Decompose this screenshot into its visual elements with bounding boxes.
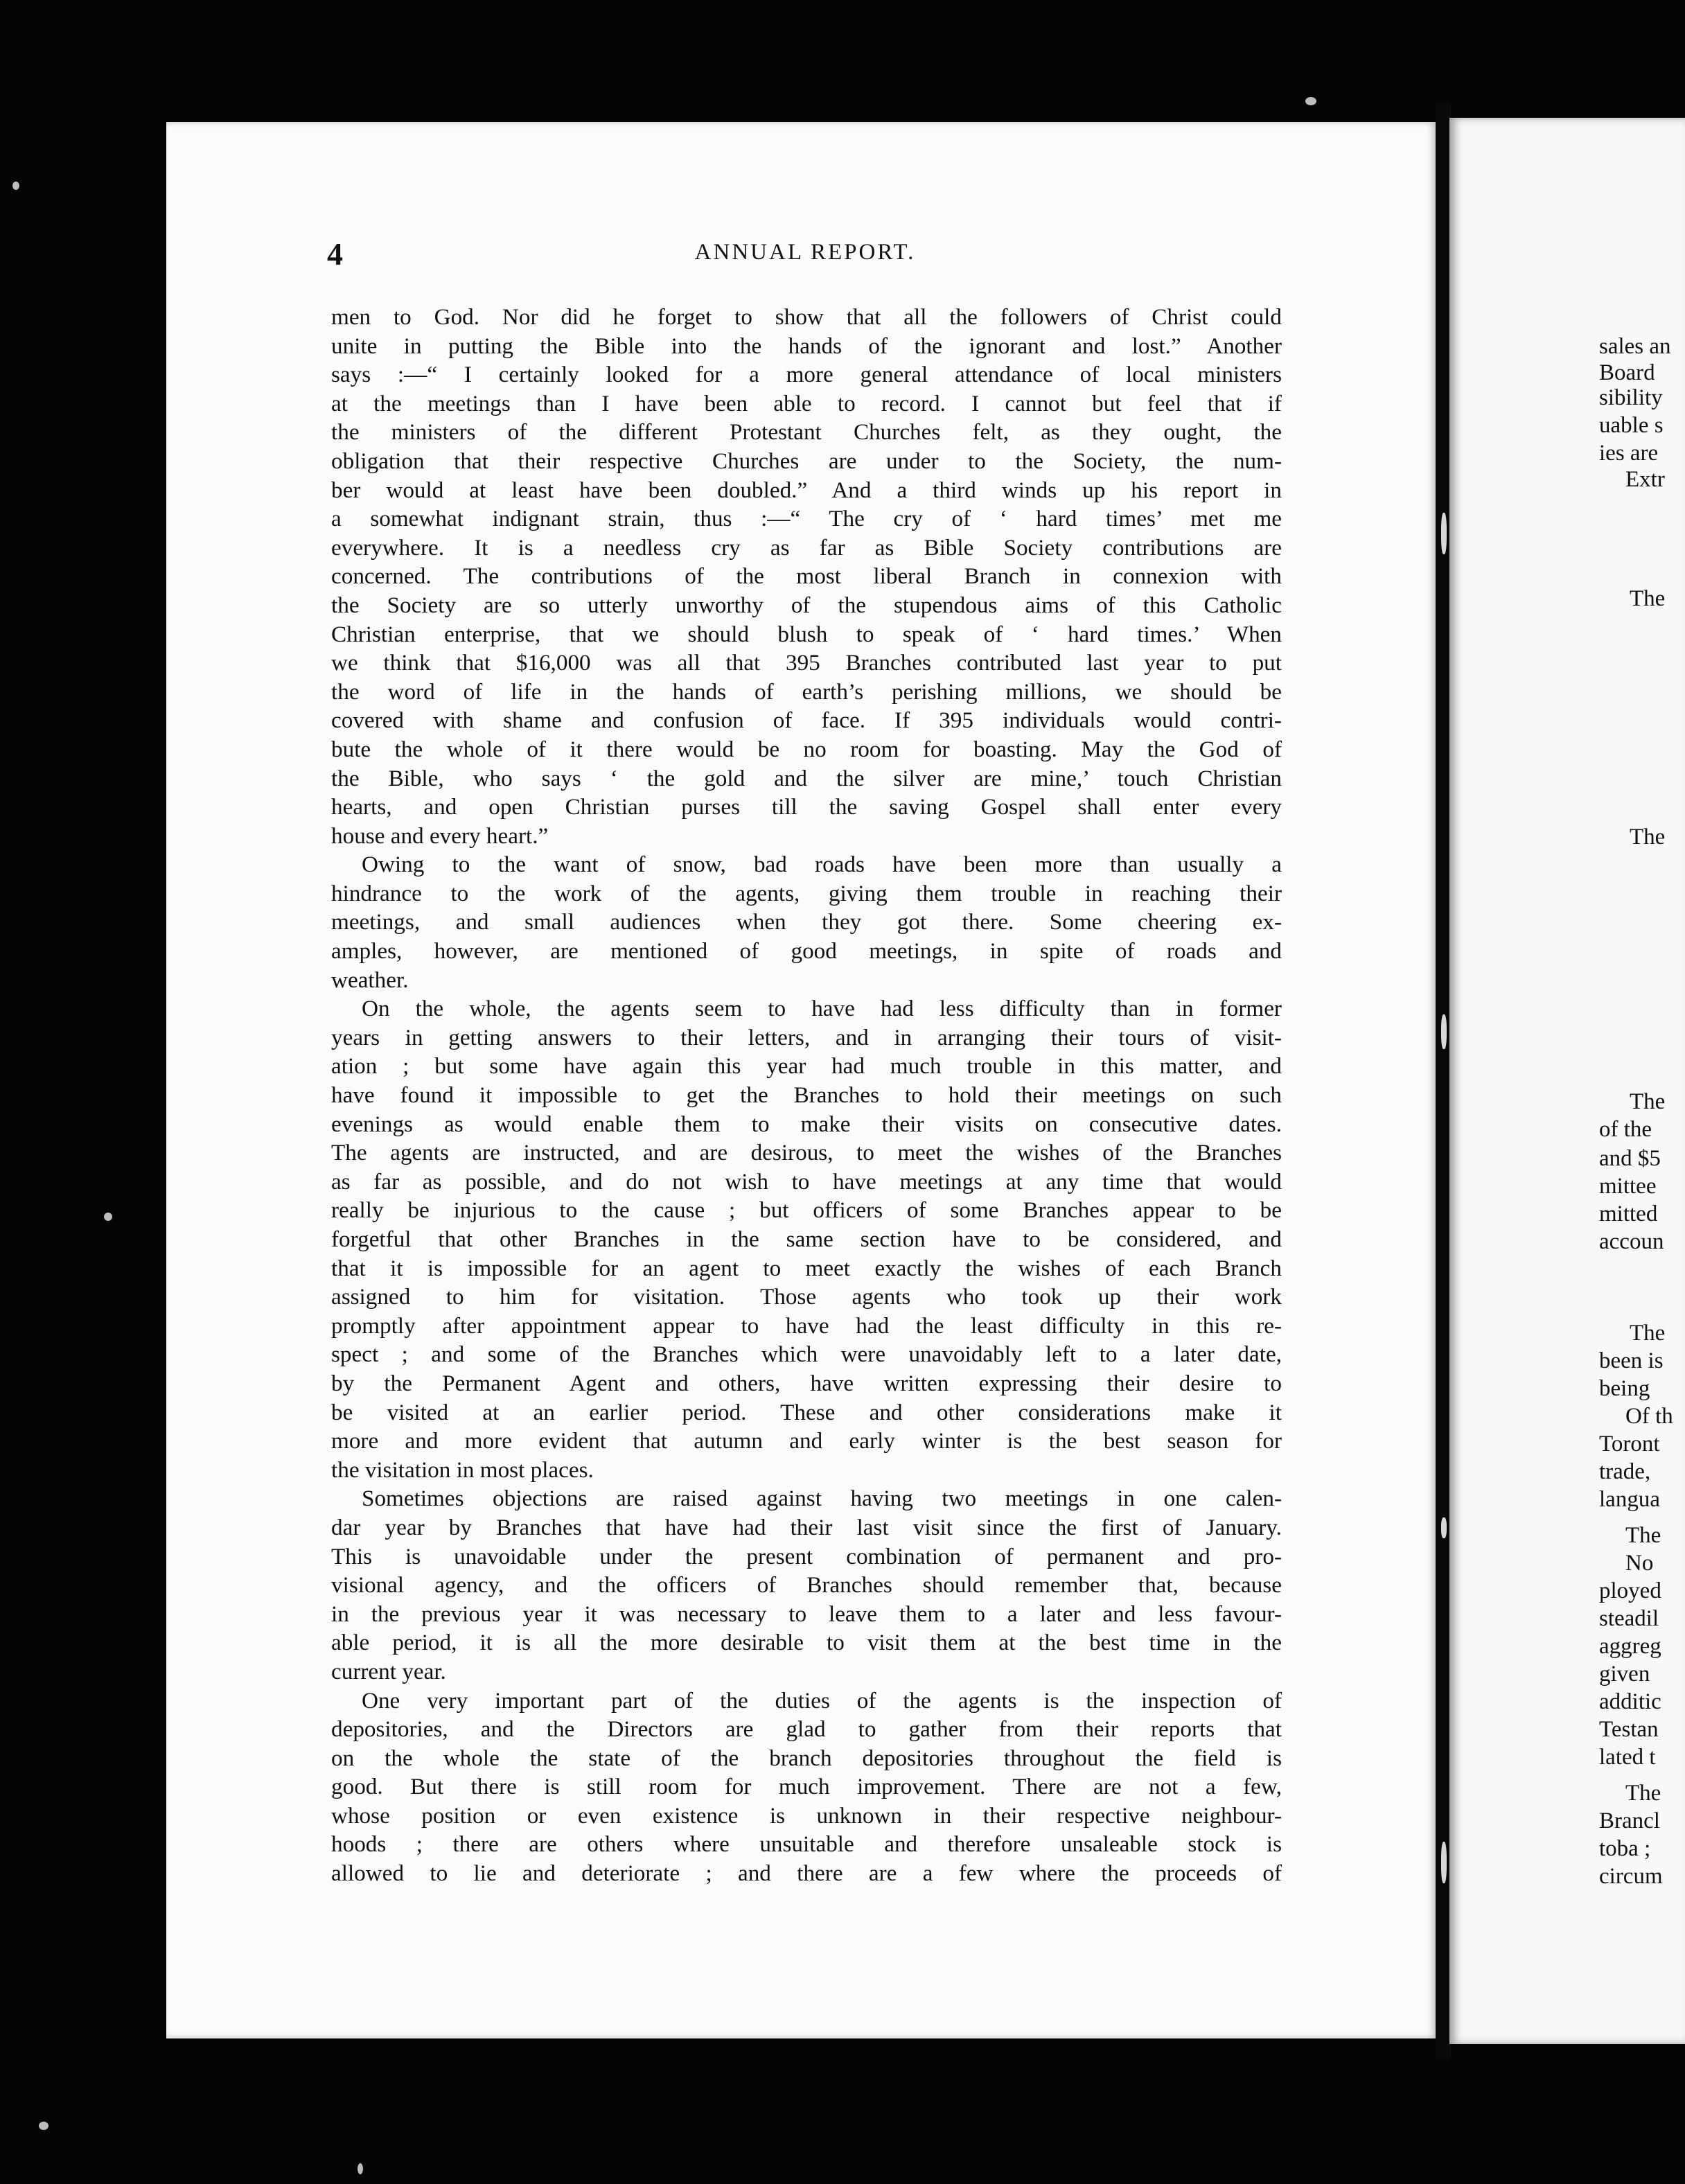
text-line: ber would at least have been doubled.” And a third winds up his report in — [331, 477, 1282, 503]
text-line: meetings, and small audiences when they got there. Some cheering ex- — [331, 909, 1282, 935]
facing-page-fragment: Of th — [1625, 1404, 1673, 1429]
facing-page-fragment: Board — [1599, 360, 1655, 385]
binding-stitch — [1441, 1517, 1447, 1538]
text-line: on the whole the state of the branch depositories throughout the field is — [331, 1745, 1282, 1771]
text-line: really be injurious to the cause ; but officers of some Branches appear to be — [331, 1197, 1282, 1224]
text-line: unite in putting the Bible into the hands of the ignorant and lost.” Another — [331, 333, 1282, 359]
text-line: the word of life in the hands of earth’s perishing millions, we should be — [331, 678, 1282, 705]
text-line: more and more evident that autumn and early winter is the best season for — [331, 1428, 1282, 1454]
text-line: says :—“ I certainly looked for a more general attendance of local ministers — [331, 362, 1282, 388]
binding-stitch — [1441, 513, 1447, 554]
text-line: obligation that their respective Churches are under to the Society, the num- — [331, 448, 1282, 474]
text-line: depositories, and the Directors are glad to gather from their reports that — [331, 1716, 1282, 1743]
scan-speck — [12, 182, 19, 190]
text-line: the Bible, who says ‘ the gold and the silver are mine,’ touch Christian — [331, 765, 1282, 791]
text-line: assigned to him for visitation. Those agents who took up their work — [331, 1284, 1282, 1310]
facing-page-fragment: mittee — [1599, 1174, 1657, 1199]
text-line: hearts, and open Christian purses till the saving Gospel shall enter every — [331, 794, 1282, 820]
text-line: concerned. The contributions of the most liberal Branch in connexion with — [331, 563, 1282, 590]
facing-page-fragment: sibility — [1599, 385, 1663, 410]
text-line: Sometimes objections are raised against having two meetings in one calen- — [362, 1486, 1282, 1512]
text-line: bute the whole of it there would be no room for boasting. May the God of — [331, 736, 1282, 762]
text-line: able period, it is all the more desirable to visit them at the best time in the — [331, 1630, 1282, 1656]
facing-page-fragment: accoun — [1599, 1229, 1664, 1254]
facing-page-fragment: langua — [1599, 1487, 1660, 1512]
text-line: amples, however, are mentioned of good meetings, in spite of roads and — [331, 938, 1282, 965]
text-line: that it is impossible for an agent to meet exactly the wishes of each Branch — [331, 1255, 1282, 1281]
text-line: allowed to lie and deteriorate ; and there are a few where the proceeds of — [331, 1860, 1282, 1887]
text-line: promptly after appointment appear to have had the least difficulty in this re- — [331, 1312, 1282, 1339]
facing-page-fragment: additic — [1599, 1689, 1661, 1714]
text-line: the ministers of the different Protestant Churches felt, as they ought, the — [331, 419, 1282, 446]
text-line: by the Permanent Agent and others, have written expressing their desire to — [331, 1370, 1282, 1396]
facing-page-fragment: Brancl — [1599, 1808, 1660, 1833]
text-line: we think that $16,000 was all that 395 Branches contributed last year to put — [331, 650, 1282, 676]
body-text — [331, 303, 1282, 1888]
text-line: have found it impossible to get the Branches to hold their meetings on such — [331, 1082, 1282, 1109]
page-number: 4 — [327, 236, 343, 272]
text-line: the visitation in most places. — [331, 1456, 594, 1483]
scan-speck — [358, 2163, 363, 2174]
text-line: good. But there is still room for much improvement. There are not a few, — [331, 1774, 1282, 1800]
facing-page-fragment: Testan — [1599, 1717, 1659, 1742]
facing-page-fragment: Toront — [1599, 1432, 1660, 1456]
facing-page-fragment: The — [1625, 1781, 1661, 1806]
text-line: be visited at an earlier period. These and other considerations make it — [331, 1399, 1282, 1425]
facing-page-fragment: been is — [1599, 1348, 1664, 1373]
facing-page-fragment: and $5 — [1599, 1146, 1661, 1171]
text-line: the Society are so utterly unworthy of the stupendous aims of this Catholic — [331, 592, 1282, 618]
text-line: men to God. Nor did he forget to show that all the followers of Christ could — [331, 304, 1282, 330]
facing-page-fragment: circum — [1599, 1864, 1663, 1889]
facing-page-fragment: trade, — [1599, 1459, 1651, 1484]
text-line: ation ; but some have again this year had much trouble in this matter, and — [331, 1053, 1282, 1080]
text-line: The agents are instructed, and are desirous, to meet the wishes of the Branches — [331, 1140, 1282, 1166]
text-line: as far as possible, and do not wish to have meetings at any time that would — [331, 1168, 1282, 1195]
scan-speck — [1305, 97, 1316, 105]
binding-stitch — [1441, 1842, 1447, 1883]
facing-page-fragment: Extr — [1625, 467, 1665, 492]
facing-page-fragment: of the — [1599, 1117, 1652, 1142]
running-head — [327, 236, 1283, 272]
book-gutter — [1436, 104, 1451, 2058]
facing-page-fragment: lated t — [1599, 1745, 1656, 1770]
text-line: evenings as would enable them to make their visits on consecutive dates. — [331, 1111, 1282, 1137]
facing-page-fragment: sales an — [1599, 334, 1671, 359]
text-line: years in getting answers to their letters, and in arranging their tours of visit- — [331, 1024, 1282, 1050]
facing-page-fragment: The — [1630, 825, 1666, 849]
text-line: in the previous year it was necessary to leave them to a later and less favour- — [331, 1601, 1282, 1627]
facing-page-fragment: mitted — [1599, 1201, 1658, 1226]
scan-speck — [104, 1213, 112, 1221]
text-line: Owing to the want of snow, bad roads have been more than usually a — [362, 852, 1282, 878]
text-line: covered with shame and confusion of face. If 395 individuals would contri- — [331, 707, 1282, 734]
text-line: spect ; and some of the Branches which were unavoidably left to a later date, — [331, 1341, 1282, 1368]
facing-page-fragment: The — [1630, 586, 1666, 611]
facing-page-fragment: being — [1599, 1376, 1650, 1401]
facing-page-fragment: The — [1630, 1089, 1666, 1114]
facing-page-fragment: The — [1625, 1523, 1661, 1548]
text-line: at the meetings than I have been able to record. I cannot but feel that if — [331, 390, 1282, 416]
text-line: hindrance to the work of the agents, giving them trouble in reaching their — [331, 880, 1282, 906]
text-line: One very important part of the duties of the agents is the inspection of — [362, 1687, 1282, 1714]
binding-stitch — [1441, 1014, 1447, 1049]
text-line: house and every heart.” — [331, 822, 549, 849]
text-line: visional agency, and the officers of Branches should remember that, because — [331, 1572, 1282, 1599]
text-line: forgetful that other Branches in the same section have to be considered, and — [331, 1226, 1282, 1252]
text-line: a somewhat indignant strain, thus :—“ The cry of ‘ hard times’ met me — [331, 506, 1282, 532]
text-line: dar year by Branches that have had their last visit since the first of January. — [331, 1514, 1282, 1540]
text-line: hoods ; there are others where unsuitable and therefore unsaleable stock is — [331, 1831, 1282, 1858]
text-line: On the whole, the agents seem to have had less difficulty than in former — [362, 996, 1282, 1022]
facing-page-fragment: aggreg — [1599, 1634, 1661, 1659]
facing-page-fragment: The — [1630, 1321, 1666, 1346]
facing-page-fragment: ies are — [1599, 441, 1659, 466]
facing-page-fragment: No — [1625, 1551, 1654, 1576]
text-line: everywhere. It is a needless cry as far as Bible Society contributions are — [331, 534, 1282, 561]
running-head-title: ANNUAL REPORT. — [694, 240, 916, 265]
text-line: This is unavoidable under the present combination of permanent and pro- — [331, 1543, 1282, 1569]
text-line: whose position or even existence is unknown in their respective neighbour- — [331, 1802, 1282, 1829]
facing-page-fragment: steadil — [1599, 1606, 1659, 1631]
facing-page-fragment: given — [1599, 1662, 1650, 1687]
text-line: current year. — [331, 1658, 446, 1684]
text-line: Christian enterprise, that we should blush to speak of ‘ hard times.’ When — [331, 621, 1282, 647]
facing-page-fragment: ployed — [1599, 1578, 1661, 1603]
facing-page-fragment: uable s — [1599, 413, 1664, 438]
scan-speck — [39, 2122, 48, 2130]
facing-page-fragment: toba ; — [1599, 1836, 1651, 1861]
text-line: weather. — [331, 967, 409, 993]
